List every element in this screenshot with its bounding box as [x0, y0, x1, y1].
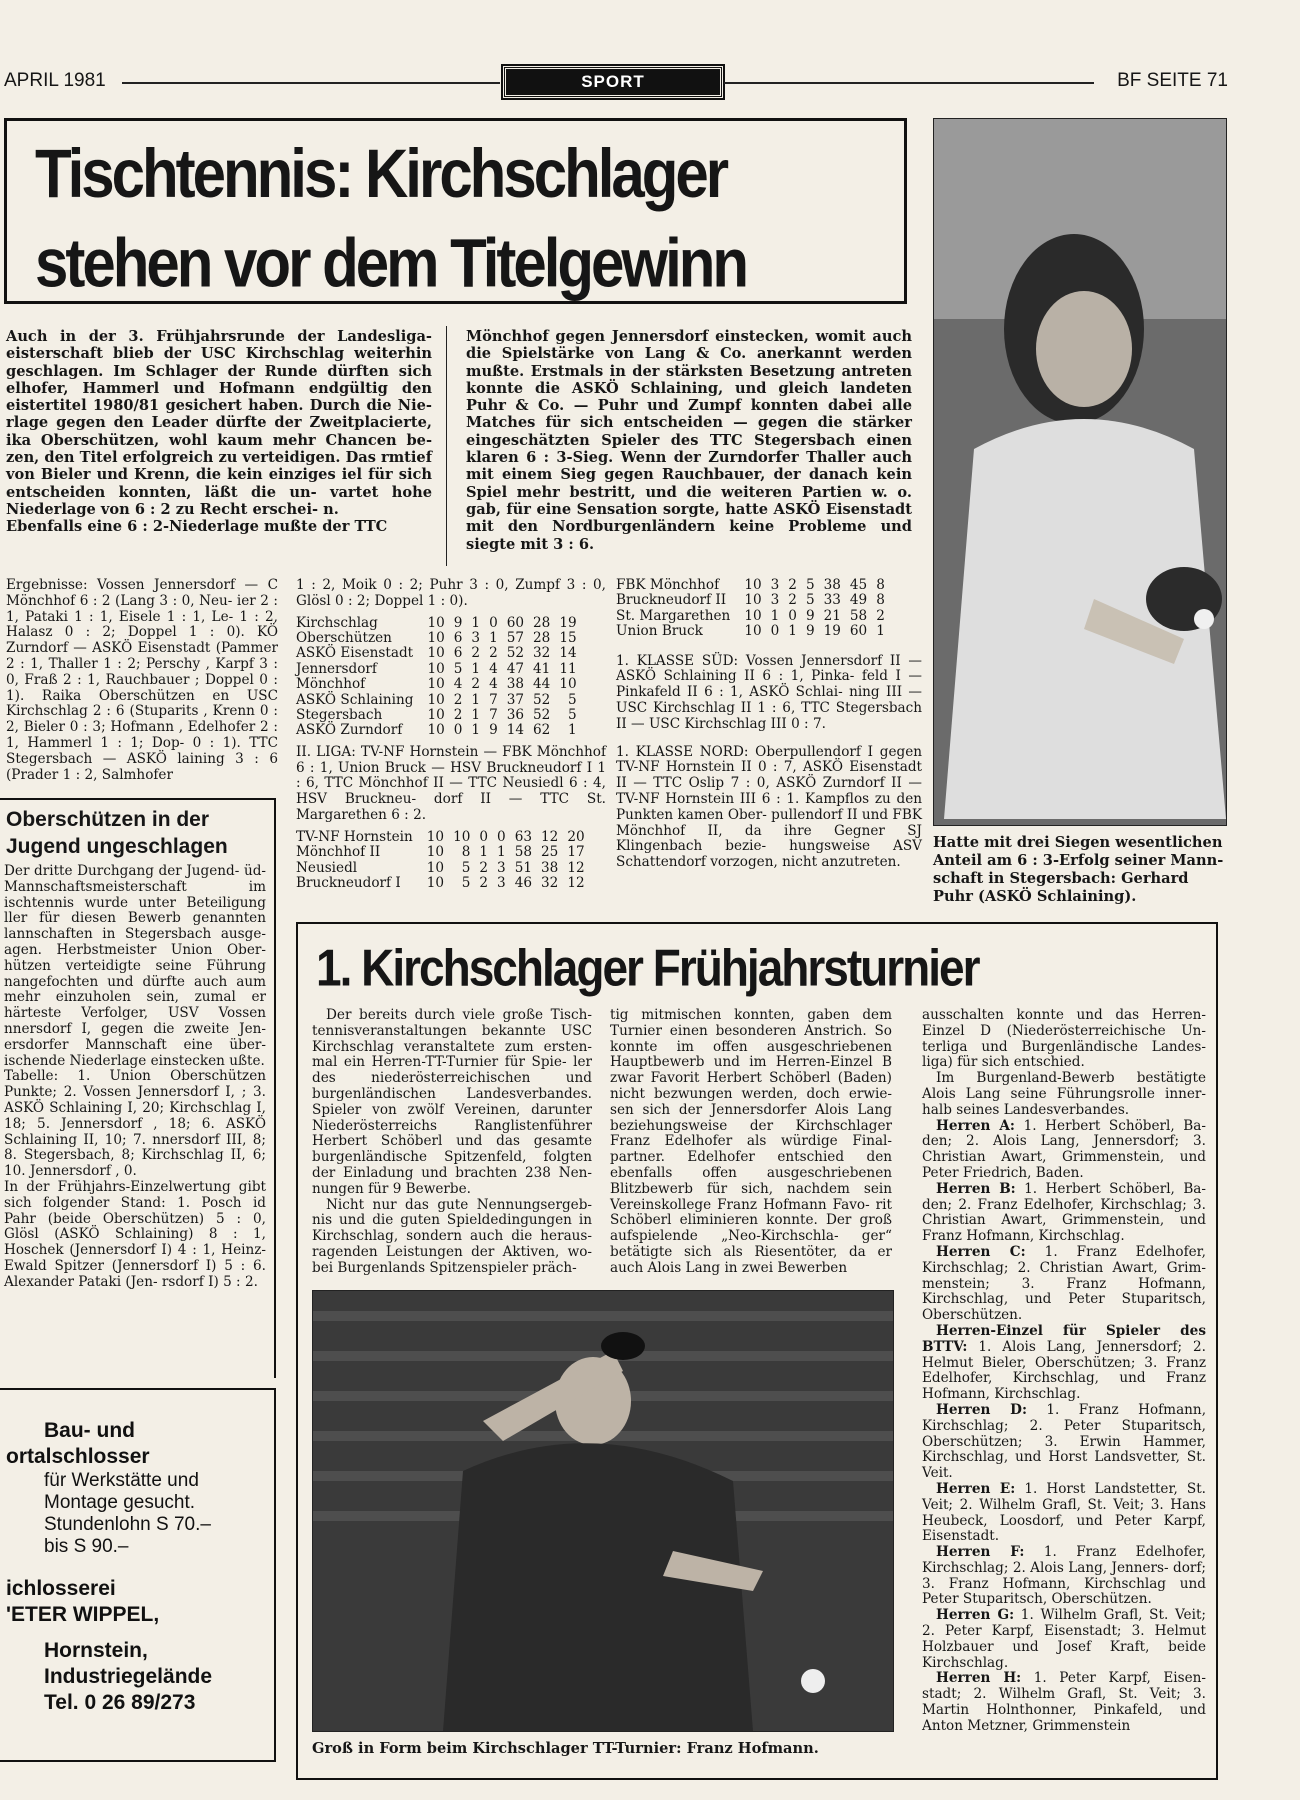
stat-cell: 52: [533, 691, 551, 708]
youth-text: Der dritte Durchgang der Jugend- üd-Mannschaftsmeisterschaft im ischtennis wurde unter Beteiligung ller für diesen Bewerb genannten lannschaften in Stegersbach ausge- agen. Herbstmeister Union Ober- hützen verteidigte seine Führung nangefochten und dürfte auch aum mehr einzuholen sein, zumal er härteste Verfolger, USV Vossen nnersdorf I, gegen die zweite Jen- ersdorfer Mannschaft eine über- ischende Niederlage einstecken ußte.: [4, 863, 266, 1069]
result-entry: [922, 1671, 1206, 1734]
stat-cell: 7: [489, 691, 498, 708]
stat-cell: 8: [876, 577, 885, 593]
turnier-col-3: [922, 1008, 1206, 1735]
ad-line-2: ortalschlosser: [6, 1445, 150, 1468]
turnier-col1-p1: Der bereits durch viele große Tisch- tennisveranstaltungen bekannte USC Kirchschlag veranstaltete zum ersten- mal ein Herren-TT-Turnier für Spie- ler des niederösterreichischen und burgenländischen Landesverbandes. Spieler von zwölf Vereinen, darunter Niederösterreichs Ranglistenführer Herbert Schöberl und das gesamte burgenländische Spitzenfeld, folgten der Einladung und brachten 238 Nen- nungen für 9 Bewerbe.: [312, 1007, 592, 1197]
stat-cell: 0: [770, 623, 780, 640]
stat-cell: 60: [849, 623, 868, 640]
result-entry: [922, 1182, 1206, 1245]
ad-line-6: bis S 90.–: [44, 1536, 129, 1557]
turnier-col-1: [312, 1008, 592, 1277]
stat-cell: 11: [559, 660, 577, 677]
result-entry: [922, 1403, 1206, 1482]
stat-cell: 33: [823, 592, 841, 609]
stat-cell: 1: [471, 722, 481, 739]
ad-line-9: Hornstein,: [44, 1639, 148, 1662]
liga2-row: [296, 876, 585, 891]
result-entry: [922, 1608, 1206, 1671]
stat-cell: 5: [453, 660, 463, 677]
stat-cell: 44: [533, 676, 551, 693]
stat-cell: 10: [744, 592, 762, 609]
stat-cell: 10: [453, 828, 471, 845]
result-entry: [922, 1119, 1206, 1182]
result-entry: [922, 1245, 1206, 1324]
stat-cell: 1: [479, 844, 489, 861]
stat-cell: 2: [453, 707, 463, 724]
headline-box: [4, 118, 907, 304]
intro-left: [6, 328, 432, 536]
youth-table: Tabelle: 1. Union Oberschützen Punkte; 2. Vossen Jennersdorf I, ; 3. ASKÖ Schlaining I, 20; Kirchschlag I, 18; 5. Jennersdorf , 18; 6. ASKÖ Schlaining II, 10; 7. nnersdorf III, 8; 8. Stegersbach, 8; Kirchschlag II, 6; 10. Jennersdorf , 0.: [4, 1068, 266, 1180]
stat-cell: 9: [805, 607, 815, 624]
column-rule: [446, 326, 447, 566]
stat-cell: 3: [497, 859, 506, 876]
result-text: 1. Herbert Schöberl, Ba- den; 2. Alois Lang, Jennersdorf; 3. Christian Awart, Grimmenstein, und Peter Friedrich, Baden.: [922, 1117, 1206, 1181]
stat-cell: 12: [541, 828, 559, 845]
team-name: Jennersdorf: [296, 660, 377, 677]
stat-cell: 10: [427, 614, 445, 631]
stat-cell: 45: [849, 577, 868, 593]
landesliga-row: [296, 662, 577, 677]
stat-cell: 38: [506, 676, 525, 693]
stat-cell: 8: [461, 844, 471, 861]
stat-cell: 10: [426, 859, 445, 876]
ad-line-4: Montage gesucht.: [44, 1492, 196, 1513]
result-category: Herren E:: [936, 1480, 1016, 1497]
headline-line-2: stehen vor dem Titelgewinn: [35, 224, 747, 302]
intro-right: Mönchhof gegen Jennersdorf einstecken, womit auch die Spielstärke von Lang & Co. anerkannt werden mußte. Erstmals in der stärksten Besetzung antreten konnte die ASKÖ Schlaining, und gleich landeten Puhr & Co. — Puhr und Zumpf konnten dabei alle Matches für sich entscheiden — gegen die stärker eingeschätzten Spieler des TTC Stegersbach einen klaren 6 : 3-Sieg. Wenn der Zurndorfer Thaller auch mit einem Sieg gegen Rauchbauer, der danach kein Spiel mehr bestritt, und die weiteren Partien w. o. gab, für eine Sensation sorgte, hatte ASKÖ Eisenstadt mit den Nordburgenländern keine Probleme und siegte mit 3 : 6.: [466, 328, 912, 553]
stat-cell: 5: [805, 592, 815, 609]
result-category: Herren B:: [936, 1180, 1016, 1197]
page-header: [0, 64, 1300, 98]
team-name: ASKÖ Zurndorf: [296, 722, 403, 739]
stat-cell: 3: [770, 577, 780, 593]
klasse-sued: 1. KLASSE SÜD: Vossen Jennersdorf II — ASKÖ Schlaining II 6 : 1, Pinka- feld I — Pinkafeld II 6 : 1, ASKÖ Schlai- ning III — USC Kirchschlag II 1 : 6, TTC Stegersbach II — USC Kirchschlag III 0 : 7.: [616, 652, 922, 732]
results-mid-text: 1 : 2, Moik 0 : 2; Puhr 3 : 0, Zumpf 3 : 0, Glösl 0 : 2; Doppel 1 : 0).: [296, 577, 606, 609]
team-name: Stegersbach: [296, 707, 383, 724]
stat-cell: 2: [479, 875, 489, 892]
stat-cell: 28: [533, 630, 551, 646]
stat-cell: 10: [427, 707, 445, 724]
page-number: BF SEITE 71: [1117, 70, 1228, 91]
stat-cell: 1: [497, 844, 506, 861]
stat-cell: 3: [770, 592, 780, 609]
stat-cell: 52: [506, 645, 525, 662]
photo-top-caption: Hatte mit drei Siegen wesentlichen Anteil am 6 : 3-Erfolg seiner Mann- schaft in Stegersbach: Gerhard Puhr (ASKÖ Schlaining).: [933, 834, 1224, 905]
intro-left-text: Auch in der 3. Frühjahrsrunde der Landesliga-eisterschaft blieb der USC Kirchschlag weiterhin geschlagen. Im Schlager der Runde dürften sich elhofer, Hammerl und Hofmann endgültig den eistertitel 1980/81 gesichert haben. Durch die Nie- rlage gegen den Leader dürfte der Zweitplacierte, ika Oberschützen, wohl kaum mehr Chancen be- zen, den Titel erfolgreich zu verteidigen. Das rmtief von Bieler und Krenn, die kein einziges iel für sich entscheiden konnten, läßt die un- vartet hohe Niederlage von 6 : 2 zu Recht erschei- n.: [6, 328, 432, 518]
team-name: ASKÖ Eisenstadt: [296, 645, 414, 662]
stat-cell: 10: [427, 660, 445, 677]
result-entry: [922, 1482, 1206, 1545]
result-text: 1. Herbert Schöberl, Ba- den; 2. Franz Edelhofer, Kirchschlag; 3. Christian Awart, Grimmenstein, und Franz Hofmann, Kirchschlag.: [922, 1180, 1207, 1245]
stat-cell: 10: [559, 676, 577, 693]
result-category: Herren A:: [936, 1117, 1015, 1134]
stat-cell: 14: [559, 645, 577, 662]
turnier-col-2: tig mitmischen konnten, gaben dem Turnier einen besonderen Anstrich. So konnte im offen ausgeschriebenen Hauptbewerb und im Herren-Einzel B zwar Favorit Herbert Schöberl (Baden) nicht bezwungen werden, doch erwie- sen sich der Jennersdorfer Alois Lang beziehungsweise der Kirchschlager Franz Edelhofer als würdige Final- partner. Edelhofer entschied den ebenfalls offen ausgeschriebenen Blitzbewerb für sich, nachdem sein Vereinskollege Franz Hofmann Favo- rit Schöberl eliminieren konnte. Der groß aufspielende „Neo-Kirchschla- ger“ betätigte sich als Riesentöter, da er auch Alois Lang in zwei Bewerben: [610, 1007, 892, 1276]
stat-cell: 14: [506, 722, 525, 739]
stat-cell: 25: [541, 844, 559, 861]
stat-cell: 60: [506, 614, 525, 631]
stat-cell: 9: [805, 623, 815, 640]
ad-line-11: Tel. 0 26 89/273: [44, 1691, 196, 1714]
stat-cell: 15: [559, 630, 577, 646]
stat-cell: 10: [427, 630, 445, 646]
result-category: Herren-Einzel für Spieler des BTTV:: [922, 1322, 1206, 1355]
issue-date: APRIL 1981: [4, 70, 106, 91]
stat-cell: 52: [533, 707, 551, 724]
turnier-photo-caption: Groß in Form beim Kirchschlager TT-Turnier: Franz Hofmann.: [312, 1740, 819, 1757]
headline-line-1: Tischtennis: Kirchschlager: [35, 134, 727, 212]
liga2-cont-row: [616, 578, 885, 593]
stat-cell: 32: [541, 875, 559, 892]
stat-cell: 38: [823, 577, 841, 593]
stat-cell: 28: [533, 614, 551, 631]
ad-line-10: Industriegelände: [44, 1665, 213, 1688]
stat-cell: 5: [568, 691, 577, 708]
stat-cell: 10: [744, 577, 762, 593]
stat-cell: 19: [823, 623, 841, 640]
stat-cell: 10: [427, 645, 445, 662]
stat-cell: 58: [514, 844, 533, 861]
stat-cell: 5: [805, 577, 815, 593]
liga2-cont-row: [616, 624, 885, 639]
stat-cell: 47: [506, 660, 525, 677]
stat-cell: 7: [489, 707, 498, 724]
youth-einzel: In der Frühjahrs-Einzelwertung gibt sich folgender Stand: 1. Posch id Pahr (beide Oberschützen) 5 : 0, Glösl (ASKÖ Schlaining) 8 : 1, Hoschek (Jennersdorf I) 4 : 1, Heinz-Ewald Spitzer (Jennersdorf I) 5 : 6. Alexander Pataki (Jen- rsdorf I) 5 : 2.: [4, 1178, 266, 1290]
turnier-results: [922, 1119, 1206, 1735]
landesliga-row: [296, 693, 577, 708]
table-landesliga: [296, 616, 577, 739]
stat-cell: 19: [559, 614, 577, 631]
player-photo-icon: [934, 119, 1226, 825]
stat-cell: 2: [471, 645, 481, 662]
stat-cell: 2: [788, 592, 797, 609]
team-name: Oberschützen: [296, 630, 392, 646]
stat-cell: 10: [744, 607, 762, 624]
team-name: Union Bruck: [616, 623, 703, 640]
landesliga-row: [296, 646, 577, 661]
intro-left-tail: Ebenfalls eine 6 : 2-Niederlage mußte der TTC: [6, 518, 388, 536]
stat-cell: 1: [471, 691, 481, 708]
stat-cell: 4: [489, 676, 498, 693]
stat-cell: 10: [426, 875, 445, 892]
youth-title: Oberschützen in der Jugend ungeschlagen: [6, 808, 228, 858]
turnier-box: [296, 922, 1218, 1780]
stat-cell: 41: [533, 660, 551, 677]
stat-cell: 1: [471, 614, 481, 631]
landesliga-row: [296, 677, 577, 692]
stat-cell: 10: [426, 844, 445, 861]
turnier-title: 1. Kirchschlager Frühjahrsturnier: [316, 938, 979, 997]
team-name: Bruckneudorf II: [616, 592, 727, 609]
stat-cell: 1: [876, 623, 885, 640]
result-text: 1. Peter Karpf, Eisen- stadt; 2. Wilhelm Grafl, St. Veit; 3. Martin Holnthonner, Pinkafeld, und Anton Metzner, Grimmenstein: [922, 1670, 1206, 1734]
liga2-cont-row: [616, 593, 885, 608]
result-category: Herren H:: [936, 1670, 1022, 1687]
rule-left: [122, 82, 500, 84]
stat-cell: 37: [506, 691, 525, 708]
stat-cell: 3: [497, 875, 506, 892]
stat-cell: 62: [533, 722, 551, 739]
stat-cell: 21: [823, 607, 841, 624]
team-name: FBK Mönchhof: [616, 577, 720, 593]
stat-cell: 8: [876, 592, 885, 609]
photo-franz-hofmann: [312, 1290, 894, 1732]
stat-cell: 57: [506, 630, 525, 646]
stat-cell: 2: [876, 607, 885, 624]
stat-cell: 0: [497, 828, 506, 845]
stat-cell: 2: [479, 859, 489, 876]
landesliga-row: [296, 723, 577, 738]
stat-cell: 46: [514, 875, 533, 892]
result-text: 1. Alois Lang, Jennersdorf; 2. Helmut Bieler, Oberschützen; 3. Franz Edelhofer, Kirchschlag, und Franz Hofmann, Kirchschlag.: [922, 1338, 1206, 1403]
team-name: Mönchhof II: [296, 844, 381, 861]
player-photo-icon: [313, 1291, 893, 1731]
result-category: Herren F:: [936, 1544, 1025, 1561]
landesliga-row: [296, 616, 577, 631]
stat-cell: 1: [770, 607, 780, 624]
liga2-row: [296, 861, 585, 876]
stat-cell: 4: [489, 660, 498, 677]
ad-line-8: 'ETER WIPPEL,: [6, 1603, 160, 1626]
liga2-row: [296, 830, 585, 845]
turnier-col3-p2: Im Burgenland-Bewerb bestätigte Alois Lang seine Führungsrolle inner- halb seines Landesverbandes.: [922, 1070, 1206, 1118]
stat-cell: 0: [788, 607, 797, 624]
table-liga2-cont: [616, 578, 885, 640]
stat-cell: 5: [461, 859, 471, 876]
stat-cell: 9: [453, 614, 463, 631]
ad-line-3: für Werkstätte und: [44, 1470, 199, 1491]
stat-cell: 6: [453, 630, 463, 646]
ad-line-5: Stundenlohn S 70.–: [44, 1514, 211, 1535]
stat-cell: 12: [567, 859, 585, 876]
stat-cell: 5: [568, 707, 577, 724]
stat-cell: 1: [788, 623, 797, 640]
result-entry: [922, 1545, 1206, 1608]
stat-cell: 58: [849, 607, 868, 624]
stat-cell: 10: [427, 722, 445, 739]
result-category: Herren G:: [936, 1607, 1015, 1624]
results-middle: [296, 578, 606, 891]
result-text: 1. Horst Landstetter, St. Veit; 2. Wilhelm Grafl, St. Veit; 3. Hans Heubeck, Loosdorf, und Peter Karpf, Eisenstadt.: [922, 1480, 1206, 1545]
liga2-cont-row: [616, 609, 885, 624]
stat-cell: 0: [489, 614, 498, 631]
stat-cell: 9: [489, 722, 498, 739]
liga2-row: [296, 845, 585, 860]
stat-cell: 0: [453, 722, 463, 739]
stat-cell: 10: [426, 828, 445, 845]
team-name: St. Margarethen: [616, 607, 731, 624]
liga2-text: II. LIGA: TV-NF Hornstein — FBK Mönchhof 6 : 1, Union Bruck — HSV Bruckneudorf I 1 : 6, TTC Mönchhof II — TTC Neusiedl 6 : 4, HSV Bruckneu- dorf II — TTC St. Margarethen 6 : 2.: [296, 743, 606, 824]
stat-cell: 1: [471, 660, 481, 677]
rule-right: [724, 82, 1094, 84]
result-text: 1. Wilhelm Grafl, St. Veit; 2. Peter Karpf, Eisenstadt; 3. Helmut Holzbauer und Josef Kraft, beide Kirchschlag.: [922, 1607, 1206, 1671]
team-name: Neusiedl: [296, 859, 358, 876]
headline: [35, 129, 746, 308]
stat-cell: 12: [567, 875, 585, 892]
turnier-col3-p1: ausschalten konnte und das Herren- Einzel D (Niederösterreichische Un- terliga und Burgenländische Landes- liga) für sich entschied.: [922, 1007, 1206, 1071]
stat-cell: 5: [461, 875, 471, 892]
result-text: 1. Franz Hofmann, Kirchschlag; 2. Peter Stuparitsch, Oberschützen; 3. Erwin Hammer, Kirchschlag, und Horst Landsvetter, St. Veit.: [922, 1401, 1207, 1482]
klasse-nord: 1. KLASSE NORD: Oberpullendorf I gegen TV-NF Hornstein II 0 : 7, ASKÖ Eisenstadt II — TTC Oslip 7 : 0, ASKÖ Zurndorf II — TV-NF Hornstein III 6 : 1. Kampflos zu den Punkten kamen Ober- pullendorf II und FBK Mönchhof II, da ihre Gegner SJ Klingenbach bezie- hungsweise ASV Schattendorf vorzogen, nicht anzutreten.: [616, 743, 922, 871]
stat-cell: 10: [427, 691, 445, 708]
stat-cell: 51: [514, 859, 533, 876]
stat-cell: 49: [849, 592, 868, 609]
stat-cell: 3: [471, 630, 481, 646]
team-name: Mönchhof: [296, 676, 366, 693]
results-left: Ergebnisse: Vossen Jennersdorf — C Mönchhof 6 : 2 (Lang 3 : 0, Neu- ier 2 : 1, Pataki 1 : 1, Eisele 1 : 1, Le- 1 : 2, Halasz 0 : 2; Doppel 1 : 0). KÖ Zurndorf — ASKÖ Eisenstadt (Pammer 2 : 1, Thaller 1 : 2; Perschy , Karpf 3 : 0, Fraß 2 : 1, Rauchbauer ; Doppel 0 : 1). Raika Oberschützen en USC Kirchschlag 2 : 6 (Stuparits , Krenn 0 : 2, Bieler 0 : 3; Hofmann , Edelhofer 2 : 1, Hammerl 1 : 1; Dop- 0 : 1). TTC Stegersbach — ASKÖ laining 3 : 6 (Prader 1 : 2, Salmhofer: [6, 577, 278, 783]
stat-cell: 1: [489, 630, 498, 646]
result-entry: [922, 1324, 1206, 1403]
turnier-col1-p2: Nicht nur das gute Nennungsergeb- nis und die guten Spieldedingungen in Kirchschlag, sondern auch die heraus- ragenden Leistungen der Aktiven, wo- bei Burgenlands Spitzenspieler präch-: [312, 1196, 592, 1276]
team-name: Kirchschlag: [296, 614, 378, 631]
stat-cell: 10: [744, 623, 762, 640]
ad-line-7: ichlosserei: [6, 1577, 116, 1600]
stat-cell: 32: [533, 645, 551, 662]
section-label: SPORT: [503, 66, 723, 98]
stat-cell: 2: [471, 676, 481, 693]
team-name: Bruckneudorf I: [296, 875, 401, 892]
result-category: Herren D:: [936, 1401, 1027, 1418]
stat-cell: 1: [471, 707, 481, 724]
stat-cell: 38: [541, 859, 559, 876]
job-ad: [0, 1388, 276, 1762]
stat-cell: 2: [788, 577, 797, 593]
stat-cell: 10: [427, 676, 445, 693]
stat-cell: 4: [453, 676, 463, 693]
stat-cell: 36: [506, 707, 525, 724]
stat-cell: 63: [514, 828, 533, 845]
stat-cell: 6: [453, 645, 463, 662]
stat-cell: 1: [568, 722, 577, 739]
result-text: 1. Franz Edelhofer, Kirchschlag; 2. Christian Awart, Grim- menstein; 3. Franz Hofmann, Kirchschlag, und Peter Stuparitsch, Oberschützen.: [922, 1243, 1207, 1324]
stat-cell: 2: [489, 645, 498, 662]
table-liga2: [296, 830, 585, 892]
photo-gerhard-puhr: [933, 118, 1227, 826]
team-name: TV-NF Hornstein: [296, 828, 413, 845]
results-right: [616, 578, 922, 871]
stat-cell: 2: [453, 691, 463, 708]
team-name: ASKÖ Schlaining: [296, 691, 414, 708]
stat-cell: 17: [567, 844, 585, 861]
result-category: Herren C:: [936, 1243, 1026, 1260]
stat-cell: 0: [479, 828, 489, 845]
youth-box: [0, 798, 276, 1378]
ad-line-1: Bau- und: [44, 1419, 135, 1442]
stat-cell: 20: [567, 828, 585, 845]
result-text: 1. Franz Edelhofer, Kirchschlag; 2. Alois Lang, Jenners- dorf; 3. Franz Hofmann, Kirchschlag und Peter Stuparitsch, Oberschützen.: [922, 1544, 1206, 1608]
